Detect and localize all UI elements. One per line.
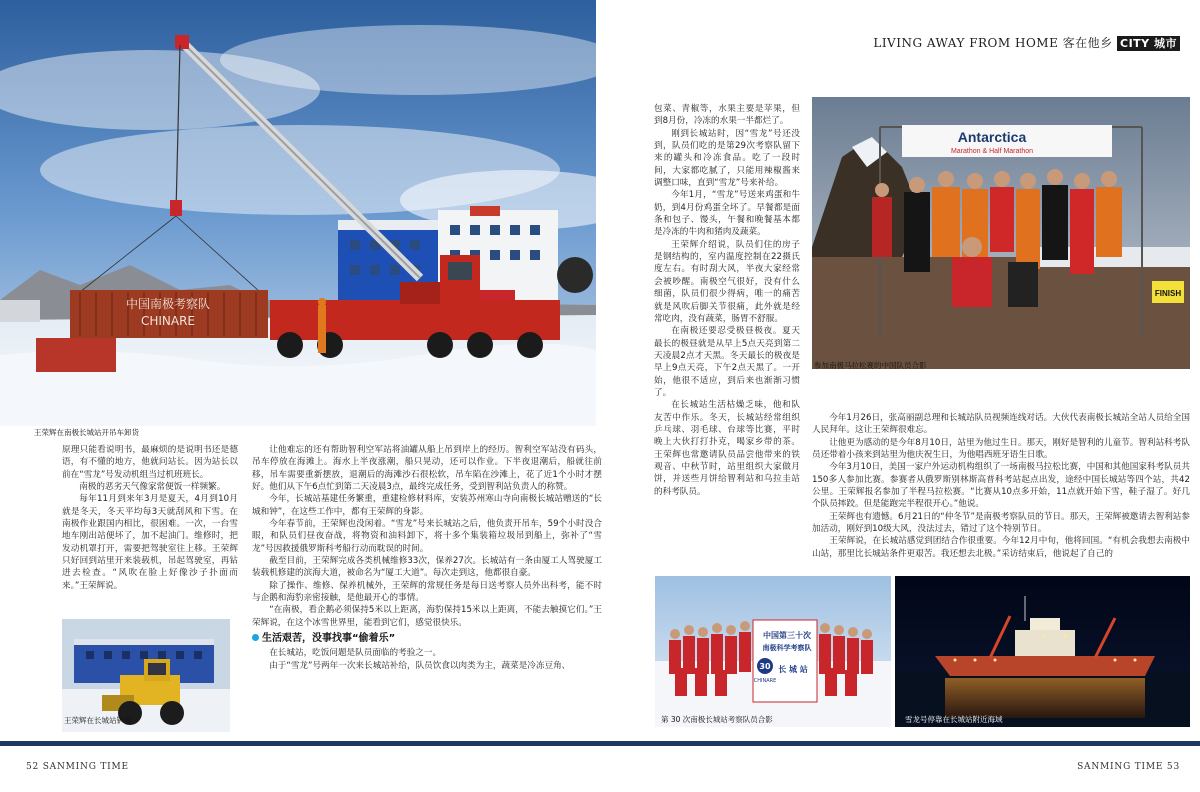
running-header bbox=[873, 34, 1180, 51]
header-title-cn: 客在他乡 bbox=[1062, 36, 1113, 50]
paragraph: 王荣辉说，在长城站感觉到团结合作很重要。今年12月中旬，他将回国。“有机会我想去南极中山站，那里比长城站条件更艰苦。我还想去北极。”采访结束后，他说起了自己的 bbox=[812, 536, 1190, 559]
text-column-right-narrow bbox=[654, 103, 800, 498]
paragraph: 今年1月26日，张高丽副总理和长城站队员视频连线对话。大伙代表南极长城站全站人员给全国人民拜年。这让王荣辉很难忘。 bbox=[812, 413, 1190, 436]
crane-photo bbox=[0, 0, 596, 426]
header-title-en: LIVING AWAY FROM HOME bbox=[873, 36, 1059, 50]
section-subheading: 生活艰苦，没事找事“偷着乐” bbox=[252, 632, 602, 646]
ship-photo bbox=[895, 576, 1190, 727]
team-banner-line2: 南极科学考察队 bbox=[762, 644, 812, 652]
container-text-cn: 中国南极考察队 bbox=[125, 297, 211, 311]
text-column-middle bbox=[252, 444, 602, 672]
team-banner-line1: 中国第三十次 bbox=[763, 631, 811, 640]
marathon-photo bbox=[812, 97, 1190, 369]
container-text-en: CHINARE bbox=[140, 314, 196, 328]
paragraph: 让他难忘的还有帮助智利空军站将油罐从船上吊到岸上的经历。智利空军站没有码头，吊车停放在海滩上。海水上半夜涨潮，船只晃动，还可以作业。下半夜退潮后，船就往前移，吊车需要重新摆放，退潮后的海滩沙石很松软，吊车陷在沙滩上，花了近1个小时才摆好。他们从下午6点忙到第二天凌晨3点，最终完成任务，受到智利站负责人的称赞。 bbox=[252, 445, 602, 493]
paragraph: 除了操作、维修、保养机械外，王荣辉的常规任务是每日送考察人员外出科考，能不时与企鹅和海豹亲密接触，是他最开心的事情。 bbox=[252, 580, 602, 604]
finish-sign: FINISH bbox=[1154, 289, 1182, 298]
paragraph: 由于“雪龙”号两年一次来长城站补给，队员饮食以肉类为主，蔬菜是冷冻豆角、 bbox=[269, 660, 571, 671]
marathon-banner-sub: Marathon & Half Marathon bbox=[950, 148, 1034, 155]
paragraph: 每年11月到来年3月是夏天，4月到10月就是冬天，冬天平均每3天就刮风和下雪。在南极作业跟国内相比，很困难。一次，一台雪地车刚出站便坏了，加不起油门。维修时，把发动机罩打开，需要把驾驶室往上移。王荣辉只好回到站里开来装载机，吊起驾驶室，再钻进去检查。“风吹在脸上好像沙子扑面而来。”王荣辉说。 bbox=[62, 494, 238, 591]
team-badge-number: 30 bbox=[759, 662, 771, 671]
paragraph: 王荣辉也有遗憾。6月21日的“仲冬节”是南极考察队员的节日。那天，王荣辉被邀请去智利站参加活动，刚好到10级大风，没法过去，错过了这个特别节日。 bbox=[812, 511, 1190, 535]
text-column-right-wide bbox=[812, 412, 1190, 560]
paragraph: “在南极，看企鹅必须保持5米以上距离，海豹保持15米以上距离，不能去触摸它们。”王荣辉说，在这个冰雪世界里，能看到它们，感觉很快乐。 bbox=[252, 605, 602, 628]
team-banner-line3: 长 城 站 bbox=[778, 665, 808, 674]
paragraph: 刚到长城站时，因“雪龙”号还没到，队员们吃的是第29次考察队留下来的罐头和冷冻食品。吃了一段时间，大家都吃腻了，只能用辣椒酱来调整口味，直到“雪龙”号来补给。 bbox=[654, 128, 800, 189]
paragraph: 在南极还要忍受极昼极夜。夏天最长的极昼就是从早上5点天亮到第二天凌晨2点才天黑。冬天最长的极夜是早上9点天亮，下午2点天黑了。一开始，他很不适应，到后来也渐渐习惯了。 bbox=[654, 326, 800, 398]
team-photo-caption: 第 30 次南极长城站考察队员合影 bbox=[661, 715, 773, 724]
paragraph: 在长城站，吃饭问题是队员面临的考验之一。 bbox=[269, 648, 442, 659]
team-photo bbox=[655, 576, 891, 727]
footer-page-left: 52 SANMING TIME bbox=[26, 762, 129, 772]
paragraph: 原理只能看说明书，最麻烦的是说明书还是德语，有不懂的地方，他就问站长。因为站长以前在“雪龙”号发动机组当过机班班长。 bbox=[62, 445, 238, 480]
ship-photo-caption: 雪龙号停靠在长城站附近海域 bbox=[905, 715, 1003, 724]
bullet-dot-icon bbox=[252, 634, 259, 641]
marathon-banner-title: Antarctica bbox=[957, 129, 1027, 145]
paragraph: 包菜、青椒等，水果主要是苹果，但到8月份，冷冻的水果一半都烂了。 bbox=[654, 104, 800, 127]
paragraph: 在长城站生活枯燥乏味，他和队友苦中作乐。冬天，长城站经常组织乒乓球、羽毛球、台球等比赛，平时晚上大伙打打扑克，喝家乡带的茶。王荣辉也常邀请队员品尝他带来的铁观音、中秋节时，站里组织大家做月饼，并送些月饼给智利站和乌拉圭站的科考队员。 bbox=[654, 400, 800, 497]
team-badge-text: CHINARE bbox=[753, 678, 777, 684]
crane-photo-caption: 王荣辉在南极长城站开吊车卸货 bbox=[34, 428, 139, 437]
paragraph: 今年春节前，王荣辉也没闲着。“雪龙”号来长城站之后，他负责开吊车，59个小时没合眼，和队员们昼夜奋战，将物资和油料卸下，将十多个集装箱垃圾吊到船上，弥补了“雪龙”号因救援俄罗斯科考船行动而耽误的时间。 bbox=[252, 519, 602, 554]
paragraph: 今年3月10日，美国一家户外运动机构组织了一场南极马拉松比赛，中国和其他国家科考队员共150多人参加比赛。参赛者从俄罗斯别林斯高普科考站起点出发，途经中国长城站等四个站，共42公里。王荣辉报名参加了半程马拉松赛。“比赛从10点多开始，11点就开始下雪，鞋子湿了。好几个队员摔跤。但是能跑完半程很开心。”他说。 bbox=[812, 462, 1190, 510]
paragraph: 今年1月，“雪龙”号送来鸡蛋和牛奶，到4月份鸡蛋全坏了。早餐都是面条和包子、馒头，午餐和晚餐基本都是冷冻的牛肉和猪肉及蔬菜。 bbox=[654, 190, 800, 238]
marathon-photo-caption: 参加南极马拉松赛的中国队员合影 bbox=[814, 361, 927, 370]
loader-photo-caption: 王荣辉在长城站铲雪 bbox=[64, 716, 132, 725]
footer-rule bbox=[0, 741, 1200, 746]
footer-page-right: SANMING TIME 53 bbox=[1077, 762, 1180, 772]
paragraph: 王荣辉介绍说，队员们住的房子是钢结构的，室内温度控制在22摄氏度左右。有时刮大风，半夜大家经常会被吵醒。南极空气很好，没有什么细菌，队员们很少得病，唯一的痛苦就是风吹后脚关节很痛，此外就是经常吃肉，没有蔬菜，肠胃不舒服。 bbox=[654, 239, 800, 324]
header-city-badge: CITY 城市 bbox=[1117, 36, 1180, 51]
paragraph: 今年，长城站基建任务繁重，重建检修材料库，安装苏州寒山寺向南极长城站赠送的“长城和钟”，在这些工作中，都有王荣辉的身影。 bbox=[252, 494, 602, 517]
paragraph: 让他更为感动的是今年8月10日，站里为他过生日。那天，刚好是智利的儿童节。智利站科考队员还带着小孩来到站里为他庆祝生日，为他唱西班牙语生日歌。 bbox=[812, 437, 1190, 461]
paragraph: 截至目前，王荣辉完成各类机械维修33次，保养27次。长城站有一条由厦工人驾驶厦工装载机修建的滨海大道，被命名为“厦工大道”。每次走到这，他都很自豪。 bbox=[252, 556, 602, 579]
paragraph: 南极的恶劣天气像家常便饭一样频繁。 bbox=[79, 482, 226, 493]
text-column-left bbox=[62, 444, 238, 592]
